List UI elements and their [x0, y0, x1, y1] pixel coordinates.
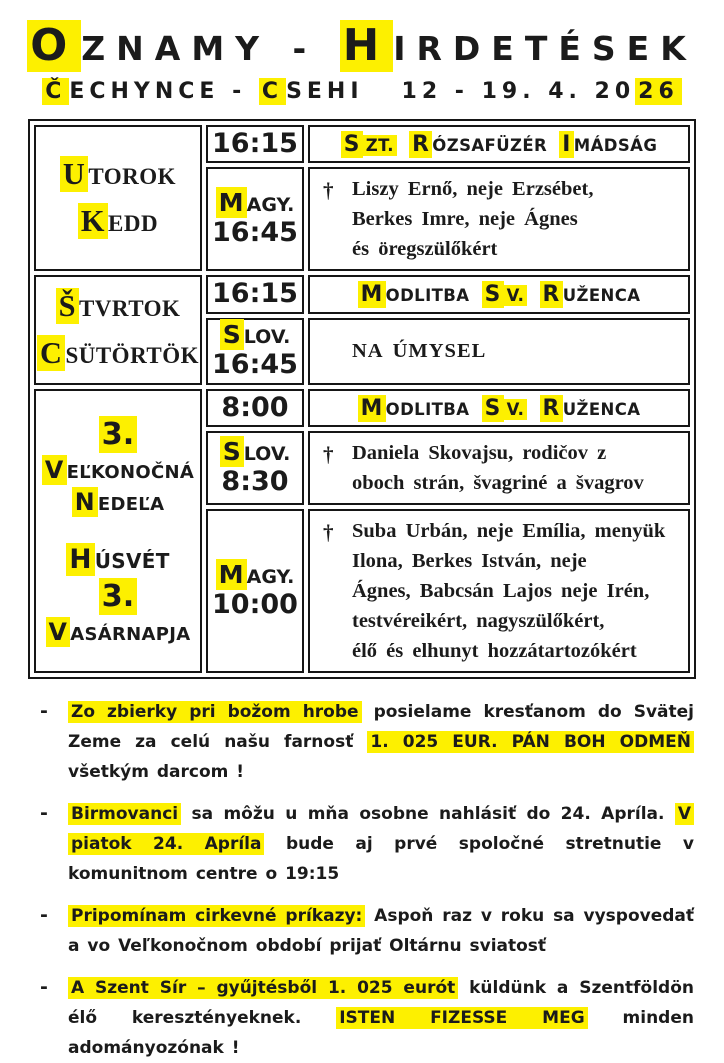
- cross-icon: †: [323, 520, 334, 544]
- cross-icon: †: [323, 178, 334, 202]
- mass-intention: NA ÚMYSEL: [352, 340, 487, 363]
- intention-cell: [308, 125, 690, 163]
- time-cell: M AGY. 10:00: [206, 509, 304, 673]
- schedule-table: [28, 119, 696, 679]
- intention-cell: [308, 509, 690, 673]
- day-name-hu: K EDD: [36, 204, 200, 239]
- dash-marker: -: [40, 904, 48, 926]
- time-cell: S LOV. 16:45: [206, 318, 304, 385]
- dash-marker: -: [40, 700, 48, 722]
- intention-cell: [308, 431, 690, 505]
- sunday-name-sk: V EĽKONOČNÁ: [36, 456, 200, 484]
- day-cell-sunday: [34, 389, 202, 673]
- announcements-list: [34, 697, 694, 1063]
- page-subtitle: Č ECHYNCE - C SEHI 12 - 19. 4. 20 26: [0, 77, 724, 107]
- intention-cell: [308, 318, 690, 385]
- prayer-title: M ODLITBA S V. R UŽENCA: [310, 282, 688, 307]
- day-name-sk: Š TVRTOK: [36, 289, 200, 324]
- intention-cell: [308, 275, 690, 314]
- intention-cell: [308, 389, 690, 427]
- sunday-number-sk: 3.: [36, 417, 200, 452]
- list-item: [34, 697, 694, 787]
- prayer-title: S ZT. R ÓZSAFÜZÉR I MÁDSÁG: [310, 132, 688, 157]
- announcement-text: Birmovanci sa môžu u mňa osobne nahlásiť do 24. Apríla. V piatok 24. Apríla bude aj prvé spoločné stretnutie v komunitnom centre o 19:15: [68, 804, 694, 884]
- sunday-number-hu: 3.: [36, 579, 200, 614]
- dash-marker: -: [40, 802, 48, 824]
- announcement-text: Zo zbierky pri božom hrobe posielame kresťanom do Svätej Zeme za celú našu farnosť 1. 025 EUR. PÁN BOH ODMEŇ všetkým darcom !: [68, 702, 694, 782]
- mass-intention: † Suba Urbán, neje Emília, menyük Ilona, Berkes István, neje Ágnes, Babcsán Lajos neje Irén, testvéreikért, nagyszülőkért, élő és elhunyt hozzátartozókért: [310, 511, 688, 671]
- day-cell-tuesday: [34, 125, 202, 271]
- list-item: [34, 799, 694, 889]
- page-title: OZNAMY - HIRDETÉSEK: [0, 20, 724, 75]
- day-name-sk: U TOROK: [36, 157, 200, 192]
- table-row: [34, 275, 690, 314]
- announcement-page: [0, 20, 724, 1058]
- cross-icon: †: [323, 442, 334, 466]
- mass-intention: † Daniela Skovajsu, rodičov z oboch strán, švagriné a švagrov: [310, 433, 688, 503]
- announcement-text: Pripomínam cirkevné príkazy: Aspoň raz v roku sa vyspovedať a vo Veľkonočnom období prijať Oltárnu sviatosť: [68, 906, 695, 956]
- dash-marker: -: [40, 976, 48, 998]
- table-row: [34, 389, 690, 427]
- sunday-name-hu: H ÚSVÉT: [36, 544, 200, 575]
- announcement-text: A Szent Sír – gyűjtésből 1. 025 eurót küldünk a Szentföldön élő keresztényeknek. ISTEN FIZESSE MEG minden adományozónak !: [68, 978, 694, 1058]
- sunday-name-hu: V ASÁRNAPJA: [36, 618, 200, 646]
- list-item: [34, 901, 694, 961]
- table-row: [34, 125, 690, 163]
- prayer-title: M ODLITBA S V. R UŽENCA: [310, 396, 688, 421]
- time-cell: 16:15: [206, 275, 304, 314]
- time-cell: M AGY. 16:45: [206, 167, 304, 271]
- mass-intention: † Liszy Ernő, neje Erzsébet, Berkes Imre, neje Ágnes és öregszülőkért: [310, 169, 688, 269]
- time-cell: S LOV. 8:30: [206, 431, 304, 505]
- sunday-name-sk: N EDEĽA: [36, 488, 200, 516]
- list-item: [34, 973, 694, 1063]
- day-name-hu: C SÜTÖRTÖK: [36, 336, 200, 371]
- intention-cell: [308, 167, 690, 271]
- time-cell: 8:00: [206, 389, 304, 427]
- time-cell: 16:15: [206, 125, 304, 163]
- day-cell-thursday: [34, 275, 202, 385]
